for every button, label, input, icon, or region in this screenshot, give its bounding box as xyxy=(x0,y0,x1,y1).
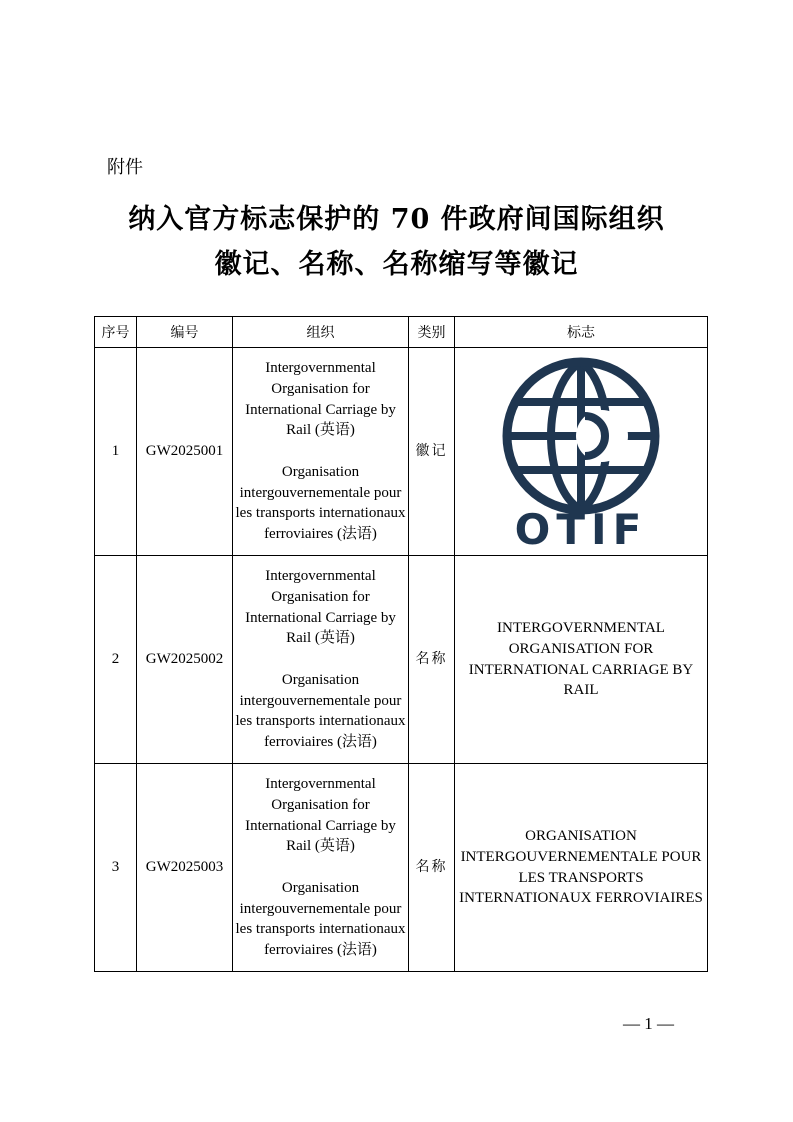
logo-wordmark: OTIF xyxy=(514,504,648,552)
table-row xyxy=(95,764,708,972)
cell-no: 3 xyxy=(95,764,137,972)
page-title-line-2: 徽记、名称、名称缩写等徽记 xyxy=(214,249,579,280)
table-row xyxy=(95,348,708,556)
attachment-label: 附件 xyxy=(107,157,143,178)
cell-organisation xyxy=(233,348,409,556)
col-header-organisation: 组织 xyxy=(233,317,409,348)
organisation-english: Intergovernmental Organisation for International Carriage by Rail (英语) xyxy=(245,775,396,855)
col-header-no: 序号 xyxy=(95,317,137,348)
cell-code: GW2025001 xyxy=(137,348,233,556)
cell-organisation xyxy=(233,556,409,764)
organisation-french: Organisation intergouvernementale pour les transports internationaux ferroviaires (法语) xyxy=(235,879,406,959)
col-header-code: 编号 xyxy=(137,317,233,348)
emblem-table xyxy=(94,316,708,972)
cell-no: 2 xyxy=(95,556,137,764)
cell-mark-text: INTERGOVERNMENTAL ORGANISATION FOR INTERNATIONAL CARRIAGE BY RAIL xyxy=(455,556,708,764)
organisation-french: Organisation intergouvernementale pour les transports internationaux ferroviaires (法语) xyxy=(235,671,406,751)
table-row xyxy=(95,556,708,764)
cell-category: 名称 xyxy=(409,556,455,764)
cell-category: 名称 xyxy=(409,764,455,972)
organisation-english: Intergovernmental Organisation for International Carriage by Rail (英语) xyxy=(245,567,396,647)
cell-code: GW2025003 xyxy=(137,764,233,972)
page-number: — 1 — xyxy=(623,1014,674,1033)
cell-category: 徽记 xyxy=(409,348,455,556)
organisation-french: Organisation intergouvernementale pour les transports internationaux ferroviaires (法语) xyxy=(235,463,406,543)
col-header-mark: 标志 xyxy=(455,317,708,348)
otif-globe-logo-icon xyxy=(501,356,661,552)
cell-mark xyxy=(455,348,708,556)
cell-no: 1 xyxy=(95,348,137,556)
col-header-category: 类别 xyxy=(409,317,455,348)
cell-code: GW2025002 xyxy=(137,556,233,764)
table-header-row xyxy=(95,317,708,348)
organisation-english: Intergovernmental Organisation for International Carriage by Rail (英语) xyxy=(245,359,396,439)
cell-mark-text: ORGANISATION INTERGOUVERNEMENTALE POUR LES TRANSPORTS INTERNATIONAUX FERROVIAIRES xyxy=(455,764,708,972)
page-title-line-1: 纳入官方标志保护的 70 件政府间国际组织 xyxy=(128,204,665,235)
cell-organisation xyxy=(233,764,409,972)
